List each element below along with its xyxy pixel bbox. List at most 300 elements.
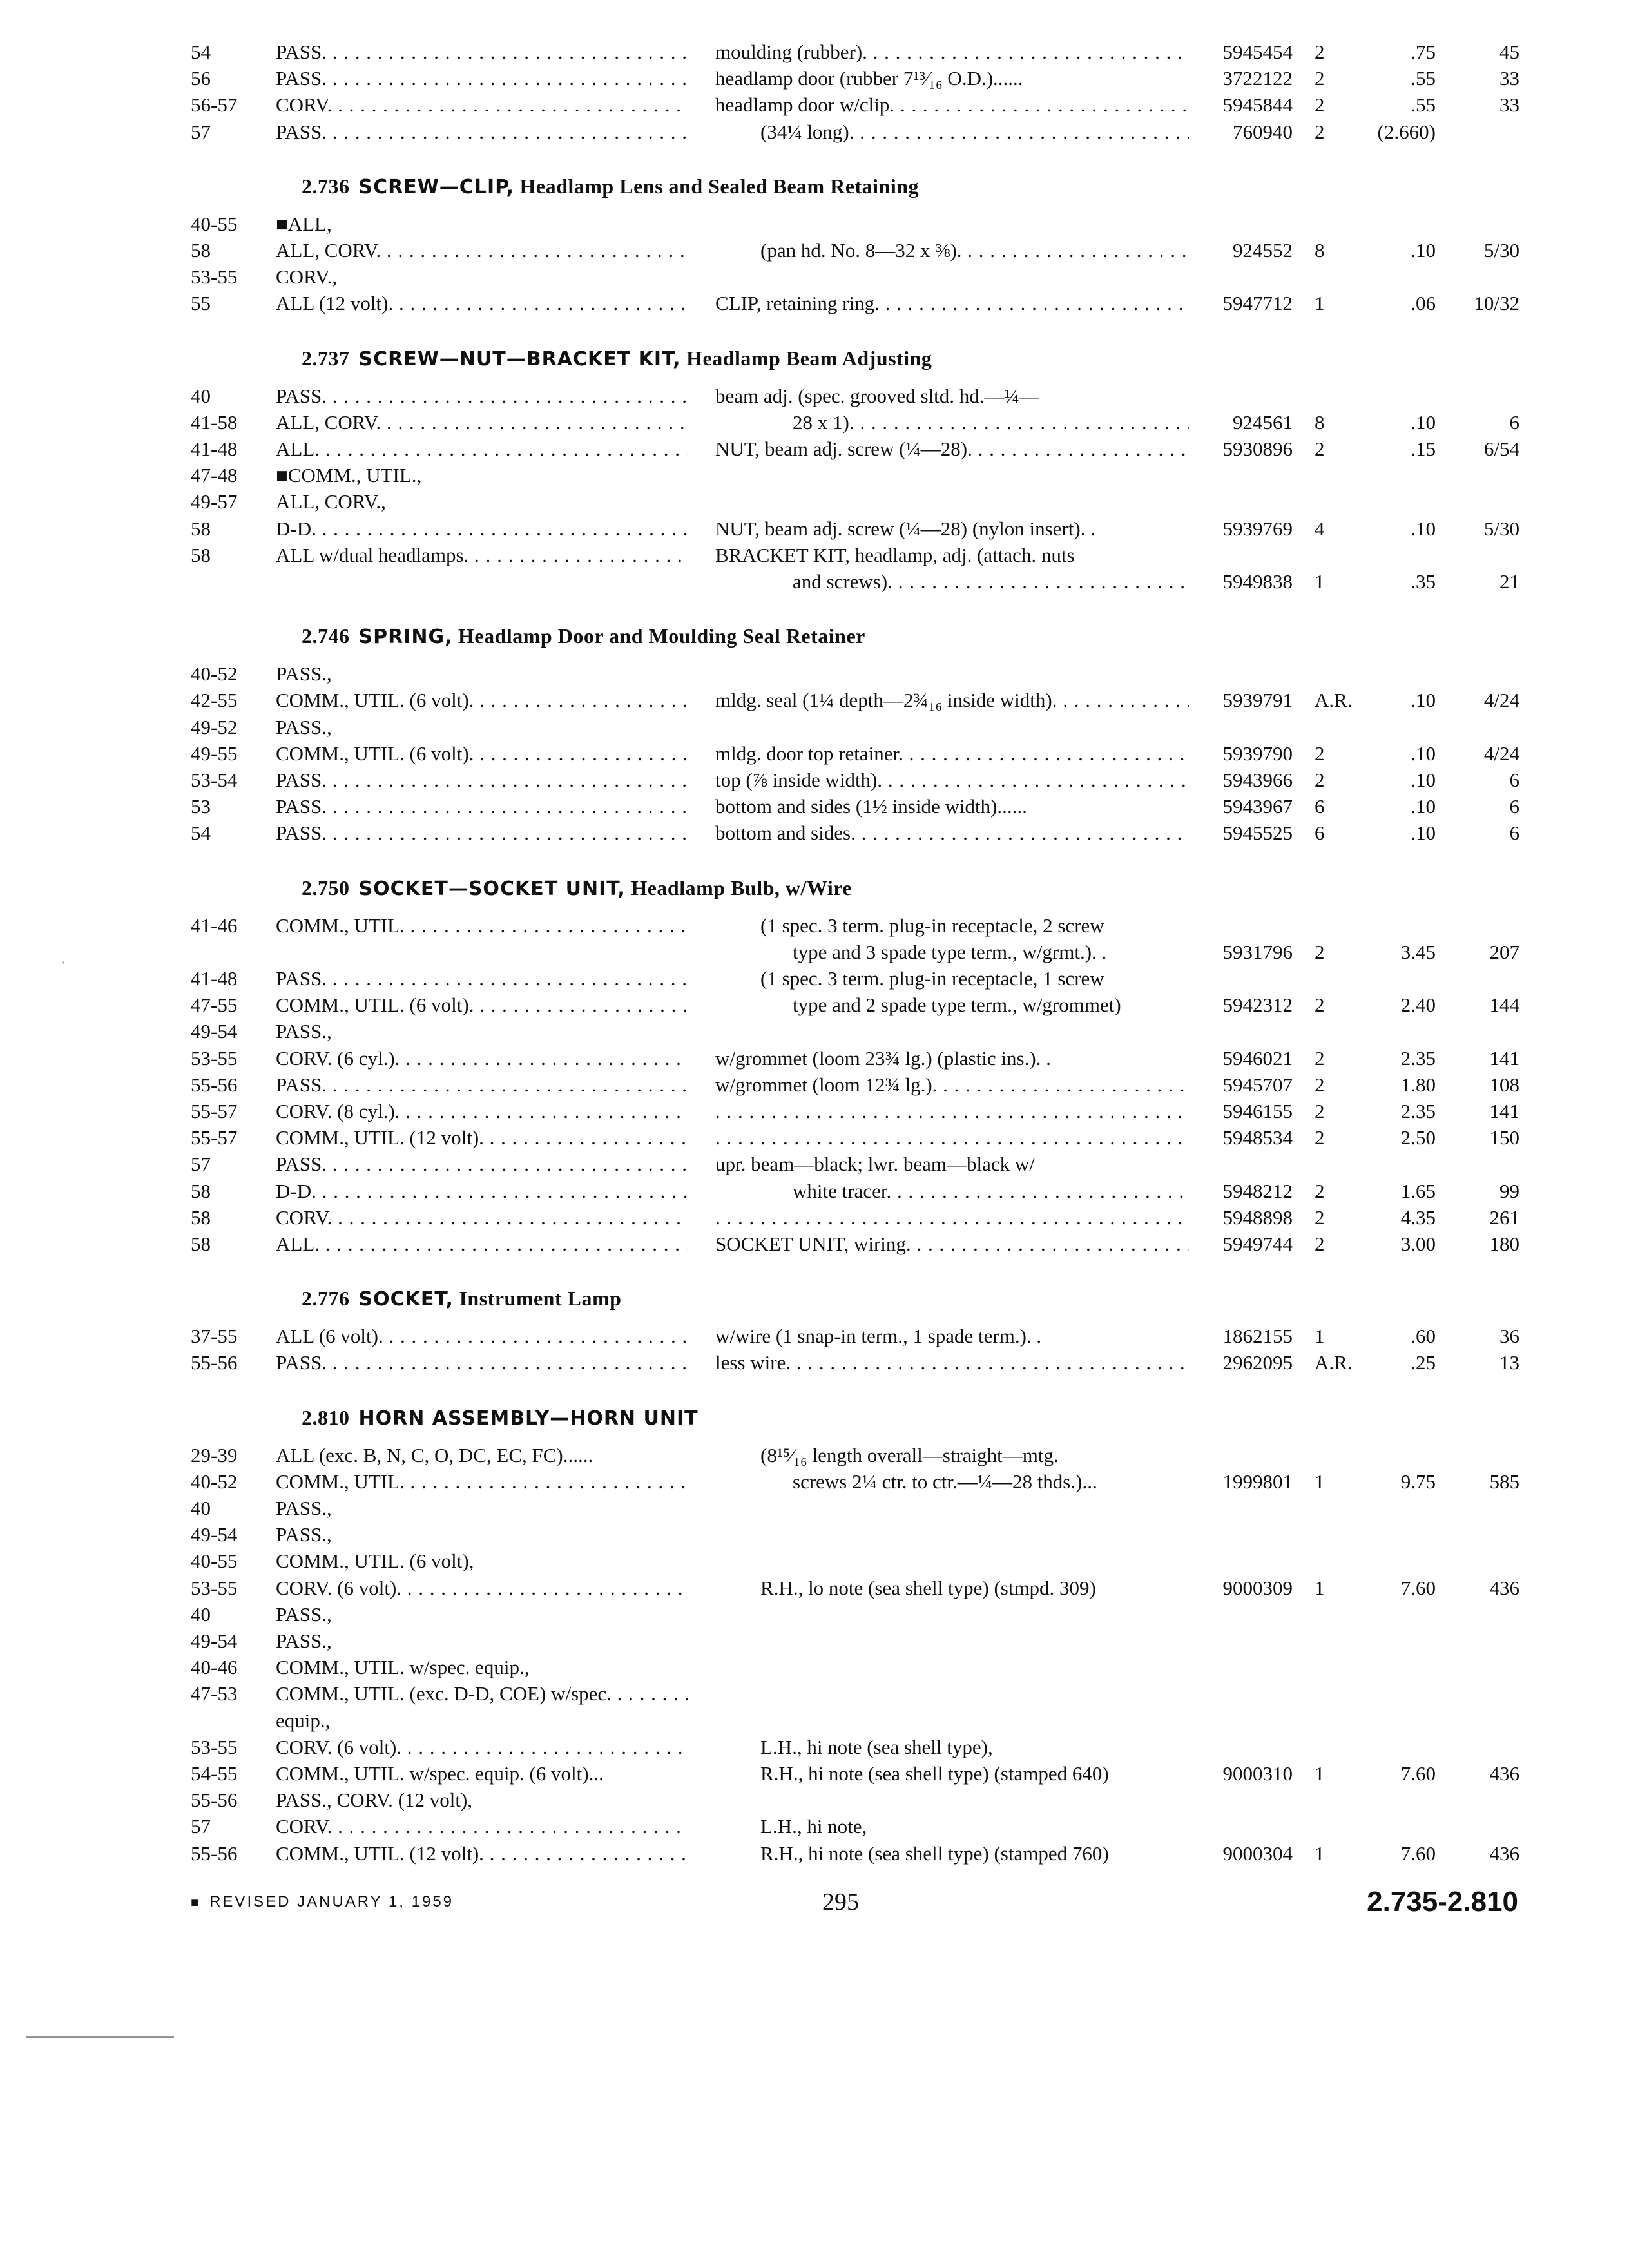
- description-cell: white tracer. . . .: [793, 1178, 1189, 1205]
- price-cell: 2.50: [1400, 1126, 1436, 1149]
- model-years-cell: 53-54: [191, 769, 238, 791]
- part-number-cell: 5939790: [1222, 742, 1293, 765]
- quantity-cell: 2: [1315, 41, 1325, 63]
- quantity-cell: 1: [1315, 1577, 1325, 1599]
- application-cell: ALL. . . .: [276, 1231, 688, 1258]
- part-number-cell: 5931796: [1222, 941, 1293, 963]
- list-price-cell: 33: [1499, 67, 1519, 90]
- list-price-cell: 6: [1509, 411, 1519, 434]
- table-row: [0, 965, 1629, 994]
- section-header: [302, 872, 852, 903]
- model-years-cell: 53: [191, 795, 211, 818]
- quantity-cell: 2: [1315, 742, 1325, 765]
- price-cell: .10: [1411, 742, 1436, 765]
- list-price-cell: 141: [1489, 1047, 1519, 1070]
- table-row: [0, 568, 1629, 597]
- model-years-cell: 40: [191, 1603, 211, 1626]
- price-cell: 2.40: [1400, 994, 1436, 1016]
- table-row: [0, 1468, 1629, 1497]
- model-years-cell: 40-52: [191, 662, 238, 685]
- price-cell: .10: [1411, 795, 1436, 818]
- description-cell: SOCKET UNIT, wiring. . . .: [715, 1231, 1189, 1258]
- table-row: [0, 1045, 1629, 1073]
- table-row: [0, 992, 1629, 1020]
- quantity-cell: 4: [1315, 517, 1325, 540]
- description-cell: top (⅞ inside width). . . .: [715, 767, 1189, 794]
- table-row: [0, 91, 1629, 120]
- part-number-cell: 5942312: [1222, 994, 1293, 1016]
- table-row: [0, 1495, 1629, 1523]
- section-title-part-name: SPRING,: [358, 626, 453, 649]
- part-number-cell: 9000310: [1222, 1762, 1293, 1785]
- part-number-cell: 2962095: [1222, 1351, 1293, 1374]
- model-years-cell: 49-55: [191, 742, 238, 765]
- table-row: [0, 740, 1629, 769]
- description-cell: mldg. seal (1¼ depth—2¾₁₆ inside width). . . .: [715, 687, 1189, 714]
- table-row: [0, 1178, 1629, 1206]
- price-cell: 9.75: [1400, 1470, 1436, 1493]
- section-header: [302, 343, 932, 374]
- model-years-cell: 49-52: [191, 716, 238, 738]
- application-cell: COMM., UTIL. (6 volt). . . .: [276, 740, 688, 767]
- section-title: [359, 347, 932, 370]
- table-row: [0, 264, 1629, 292]
- description-cell: [715, 1124, 1189, 1151]
- model-years-cell: 54: [191, 822, 211, 844]
- table-row: [0, 1680, 1629, 1709]
- application-cell: PASS. . . .: [276, 383, 688, 410]
- model-years-cell: 58: [191, 239, 211, 262]
- list-price-cell: 108: [1489, 1073, 1519, 1096]
- revision-note: [191, 1883, 454, 1921]
- price-cell: 2.35: [1400, 1100, 1436, 1122]
- table-row: [0, 1323, 1629, 1351]
- application-cell: PASS. . . .: [276, 1151, 688, 1178]
- model-years-cell: 53-55: [191, 1047, 238, 1070]
- application-cell: COMM., UTIL. (6 volt). . . .: [276, 687, 688, 714]
- quantity-cell: 2: [1315, 941, 1325, 963]
- section-number: 2.750: [302, 876, 350, 899]
- part-number-cell: 924552: [1233, 239, 1293, 262]
- description-cell: w/grommet (loom 23¾ lg.) (plastic ins.). .: [715, 1047, 1051, 1070]
- list-price-cell: 45: [1499, 41, 1519, 63]
- part-number-cell: 760940: [1233, 120, 1293, 143]
- list-price-cell: 6: [1509, 769, 1519, 791]
- description-cell: (1 spec. 3 term. plug-in receptacle, 2 screw: [760, 914, 1104, 937]
- price-cell: 7.60: [1400, 1762, 1436, 1785]
- price-cell: .55: [1411, 67, 1436, 90]
- table-row: [0, 1601, 1629, 1629]
- table-row: [0, 1654, 1629, 1682]
- table-row: [0, 1840, 1629, 1869]
- price-cell: .10: [1411, 517, 1436, 540]
- application-cell: ALL w/dual headlamps. . . .: [276, 542, 688, 569]
- description-cell: CLIP, retaining ring. . . .: [715, 290, 1189, 317]
- description-cell: moulding (rubber). . . .: [715, 39, 1189, 66]
- model-years-cell: 58: [191, 517, 211, 540]
- table-row: [0, 409, 1629, 437]
- model-years-cell: 58: [191, 1206, 211, 1229]
- part-number-cell: 5946155: [1222, 1100, 1293, 1122]
- quantity-cell: 8: [1315, 411, 1325, 434]
- application-cell: ALL, CORV.,: [276, 490, 386, 513]
- section-title-part-name: HORN ASSEMBLY—HORN UNIT: [358, 1407, 699, 1430]
- application-cell: COMM., UTIL. (6 volt). . . .: [276, 992, 688, 1019]
- quantity-cell: 6: [1315, 795, 1325, 818]
- part-number-cell: 5945525: [1222, 822, 1293, 844]
- price-cell: 2.35: [1400, 1047, 1436, 1070]
- list-price-cell: 36: [1499, 1325, 1519, 1347]
- quantity-cell: 1: [1315, 570, 1325, 593]
- list-price-cell: 99: [1499, 1180, 1519, 1202]
- table-row: [0, 290, 1629, 318]
- table-row: [0, 39, 1629, 67]
- application-cell: PASS. . . .: [276, 39, 688, 66]
- section-title-part-name: SCREW—NUT—BRACKET KIT,: [358, 347, 681, 370]
- description-cell: R.H., hi note (sea shell type) (stamped 760): [760, 1842, 1109, 1865]
- price-cell: 7.60: [1400, 1577, 1436, 1599]
- section-title: [359, 1287, 622, 1310]
- price-cell: .35: [1411, 570, 1436, 593]
- part-number-cell: 5939791: [1222, 689, 1293, 711]
- section-title-description: Instrument Lamp: [453, 1287, 622, 1311]
- page-number: 295: [822, 1888, 859, 1916]
- scan-speck: [62, 961, 64, 964]
- list-price-cell: 5/30: [1483, 517, 1519, 540]
- model-years-cell: 41-48: [191, 437, 238, 460]
- application-cell: D-D. . . .: [276, 515, 688, 543]
- price-cell: 3.45: [1400, 941, 1436, 963]
- description-cell: screws 2¼ ctr. to ctr.—¼—28 thds.)...: [793, 1470, 1097, 1493]
- section-title: [359, 876, 853, 899]
- table-row: [0, 660, 1629, 689]
- table-row: [0, 1349, 1629, 1378]
- application-cell: ■ALL,: [276, 213, 332, 235]
- price-cell: .10: [1411, 689, 1436, 711]
- section-title-part-name: SOCKET,: [358, 1288, 454, 1311]
- quantity-cell: 2: [1315, 1047, 1325, 1070]
- description-cell: w/grommet (loom 12¾ lg.). . . .: [715, 1072, 1189, 1099]
- list-price-cell: 150: [1489, 1126, 1519, 1149]
- quantity-cell: 2: [1315, 67, 1325, 90]
- table-row: [0, 687, 1629, 715]
- section-title-description: Headlamp Bulb, w/Wire: [625, 876, 853, 899]
- table-row: [0, 1575, 1629, 1603]
- application-cell: equip.,: [276, 1709, 331, 1732]
- application-cell: PASS. . . .: [276, 1349, 688, 1376]
- section-title-description: Headlamp Door and Moulding Seal Retainer: [452, 624, 865, 648]
- application-cell: PASS. . . .: [276, 820, 688, 847]
- section-header: [302, 620, 865, 651]
- quantity-cell: 2: [1315, 93, 1325, 116]
- quantity-cell: 2: [1315, 1233, 1325, 1255]
- quantity-cell: 1: [1315, 1470, 1325, 1493]
- description-cell: upr. beam—black; lwr. beam—black w/: [715, 1153, 1035, 1175]
- price-cell: .10: [1411, 411, 1436, 434]
- model-years-cell: 56-57: [191, 93, 238, 116]
- application-cell: ALL (exc. B, N, C, O, DC, EC, FC)......: [276, 1444, 593, 1466]
- section-header: [302, 171, 919, 202]
- table-row: [0, 1231, 1629, 1259]
- description-cell: L.H., hi note,: [760, 1815, 867, 1838]
- part-number-cell: 5939769: [1222, 517, 1293, 540]
- application-cell: COMM., UTIL. (12 volt). . . .: [276, 1124, 688, 1151]
- quantity-cell: 2: [1315, 1073, 1325, 1096]
- list-price-cell: 436: [1489, 1762, 1519, 1785]
- quantity-cell: 1: [1315, 1842, 1325, 1865]
- table-row: [0, 1707, 1629, 1736]
- section-number: 2.810: [302, 1405, 350, 1429]
- description-cell: beam adj. (spec. grooved sltd. hd.—¼—: [715, 385, 1039, 407]
- list-price-cell: 436: [1489, 1842, 1519, 1865]
- section-number: 2.736: [302, 174, 350, 198]
- table-row: [0, 542, 1629, 570]
- table-row: [0, 515, 1629, 544]
- section-title-part-name: SOCKET—SOCKET UNIT,: [358, 877, 626, 900]
- application-cell: PASS.,: [276, 716, 332, 738]
- table-row: [0, 65, 1629, 93]
- quantity-cell: 1: [1315, 1325, 1325, 1347]
- list-price-cell: 6: [1509, 822, 1519, 844]
- price-cell: .25: [1411, 1351, 1436, 1374]
- price-cell: 4.35: [1400, 1206, 1436, 1229]
- application-cell: PASS. . . .: [276, 119, 688, 146]
- model-years-cell: 47-48: [191, 464, 238, 486]
- application-cell: PASS. . . .: [276, 965, 688, 992]
- part-number-cell: 1999801: [1222, 1470, 1293, 1493]
- part-number-cell: 5949838: [1222, 570, 1293, 593]
- model-years-cell: 41-58: [191, 411, 238, 434]
- revision-date: REVISED JANUARY 1, 1959: [209, 1893, 454, 1910]
- list-price-cell: 6/54: [1483, 437, 1519, 460]
- quantity-cell: 2: [1315, 994, 1325, 1016]
- part-number-cell: 5948212: [1222, 1180, 1293, 1202]
- model-years-cell: 40-52: [191, 1470, 238, 1493]
- list-price-cell: 6: [1509, 795, 1519, 818]
- description-cell: 28 x 1). . . .: [793, 409, 1189, 436]
- list-price-cell: 4/24: [1483, 689, 1519, 711]
- list-price-cell: 5/30: [1483, 239, 1519, 262]
- table-row: [0, 1628, 1629, 1656]
- table-row: [0, 793, 1629, 822]
- model-years-cell: 57: [191, 1815, 211, 1838]
- part-number-cell: 9000304: [1222, 1842, 1293, 1865]
- quantity-cell: 1: [1315, 292, 1325, 314]
- model-years-cell: 58: [191, 544, 211, 566]
- quantity-cell: 8: [1315, 239, 1325, 262]
- quantity-cell: 2: [1315, 1180, 1325, 1202]
- application-cell: ALL, CORV. . . .: [276, 409, 688, 436]
- price-cell: .75: [1411, 41, 1436, 63]
- list-price-cell: 4/24: [1483, 742, 1519, 765]
- price-cell: 1.65: [1400, 1180, 1436, 1202]
- part-number-cell: 3722122: [1222, 67, 1293, 90]
- model-years-cell: 47-55: [191, 994, 238, 1016]
- table-row: [0, 912, 1629, 941]
- quantity-cell: A.R.: [1315, 689, 1353, 711]
- application-cell: CORV.,: [276, 265, 338, 288]
- model-years-cell: 57: [191, 120, 211, 143]
- table-row: [0, 1072, 1629, 1100]
- description-cell: bottom and sides (1½ inside width)......: [715, 795, 1027, 818]
- table-row: [0, 1204, 1629, 1233]
- description-cell: less wire. . . .: [715, 1349, 1189, 1376]
- model-years-cell: 41-46: [191, 914, 238, 937]
- price-cell: .10: [1411, 769, 1436, 791]
- description-cell: and screws). . . .: [793, 568, 1189, 595]
- part-number-cell: 924561: [1233, 411, 1293, 434]
- table-row: [0, 1442, 1629, 1470]
- table-row: [0, 488, 1629, 517]
- application-cell: CORV. (6 volt). . . .: [276, 1734, 688, 1761]
- section-title-description: Headlamp Lens and Sealed Beam Retaining: [514, 174, 920, 198]
- model-years-cell: 53-55: [191, 1577, 238, 1599]
- price-cell: .55: [1411, 93, 1436, 116]
- description-cell: [715, 1098, 1189, 1125]
- section-title: [359, 624, 865, 648]
- price-cell: 1.80: [1400, 1073, 1436, 1096]
- description-cell: bottom and sides. . . .: [715, 820, 1189, 847]
- model-years-cell: 40-46: [191, 1656, 238, 1678]
- part-number-cell: 5943967: [1222, 795, 1293, 818]
- quantity-cell: 2: [1315, 437, 1325, 460]
- application-cell: COMM., UTIL. (12 volt). . . .: [276, 1840, 688, 1867]
- application-cell: CORV. . . .: [276, 1204, 688, 1231]
- application-cell: PASS., CORV. (12 volt),: [276, 1789, 473, 1811]
- quantity-cell: 2: [1315, 1100, 1325, 1122]
- description-cell: NUT, beam adj. screw (¼—28). . . .: [715, 436, 1189, 463]
- application-cell: PASS.,: [276, 1497, 332, 1519]
- quantity-cell: 2: [1315, 120, 1325, 143]
- application-cell: COMM., UTIL. (6 volt),: [276, 1550, 474, 1572]
- section-title: [359, 1406, 699, 1429]
- section-number: 2.776: [302, 1287, 350, 1311]
- application-cell: PASS. . . .: [276, 1072, 688, 1099]
- description-cell: (1 spec. 3 term. plug-in receptacle, 1 screw: [760, 967, 1104, 990]
- table-row: [0, 939, 1629, 967]
- table-row: [0, 767, 1629, 795]
- description-cell: mldg. door top retainer. . . .: [715, 740, 1189, 767]
- part-number-cell: 5948534: [1222, 1126, 1293, 1149]
- description-cell: R.H., lo note (sea shell type) (stmpd. 309): [760, 1577, 1096, 1599]
- list-price-cell: 21: [1499, 570, 1519, 593]
- description-cell: (34¼ long). . . .: [760, 119, 1189, 146]
- table-row: [0, 1760, 1629, 1789]
- price-cell: .10: [1411, 239, 1436, 262]
- model-years-cell: 53-55: [191, 265, 238, 288]
- description-cell: type and 3 spade type term., w/grmt.). .: [793, 941, 1107, 963]
- application-cell: PASS. . . .: [276, 65, 688, 92]
- application-cell: CORV. . . .: [276, 91, 688, 119]
- table-row: [0, 1787, 1629, 1815]
- model-years-cell: 55-56: [191, 1842, 238, 1865]
- application-cell: ■COMM., UTIL.,: [276, 464, 422, 486]
- model-years-cell: 55-57: [191, 1126, 238, 1149]
- table-row: [0, 1734, 1629, 1762]
- model-years-cell: 55: [191, 292, 211, 314]
- part-number-cell: 1862155: [1222, 1325, 1293, 1347]
- model-years-cell: 41-48: [191, 967, 238, 990]
- part-number-cell: 5947712: [1222, 292, 1293, 314]
- application-cell: PASS.,: [276, 1629, 332, 1652]
- description-cell: L.H., hi note (sea shell type),: [760, 1736, 993, 1758]
- list-price-cell: 141: [1489, 1100, 1519, 1122]
- section-number: 2.737: [302, 346, 350, 370]
- application-cell: ALL (12 volt). . . .: [276, 290, 688, 317]
- table-row: [0, 1521, 1629, 1550]
- model-years-cell: 37-55: [191, 1325, 238, 1347]
- scan-artifact-line: [26, 2036, 174, 2038]
- application-cell: COMM., UTIL. w/spec. equip.,: [276, 1656, 530, 1678]
- application-cell: PASS.,: [276, 1603, 332, 1626]
- application-cell: PASS. . . .: [276, 767, 688, 794]
- quantity-cell: 6: [1315, 822, 1325, 844]
- application-cell: COMM., UTIL. . . .: [276, 1468, 688, 1495]
- revised-marker-icon: ■: [191, 1896, 201, 1910]
- description-cell: headlamp door w/clip. . . .: [715, 91, 1189, 119]
- part-number-cell: 5945454: [1222, 41, 1293, 63]
- price-cell: 3.00: [1400, 1233, 1436, 1255]
- description-cell: w/wire (1 snap-in term., 1 spade term.). .: [715, 1325, 1042, 1347]
- model-years-cell: 54: [191, 41, 211, 63]
- table-row: [0, 383, 1629, 411]
- table-row: [0, 1124, 1629, 1153]
- part-number-cell: 5948898: [1222, 1206, 1293, 1229]
- quantity-cell: 1: [1315, 1762, 1325, 1785]
- table-row: [0, 1548, 1629, 1576]
- model-years-cell: 47-53: [191, 1682, 238, 1705]
- list-price-cell: 144: [1489, 994, 1519, 1016]
- model-years-cell: 42-55: [191, 689, 238, 711]
- part-number-cell: 9000309: [1222, 1577, 1293, 1599]
- model-years-cell: 40-55: [191, 213, 238, 235]
- model-years-cell: 49-57: [191, 490, 238, 513]
- list-price-cell: 33: [1499, 93, 1519, 116]
- application-cell: COMM., UTIL. w/spec. equip. (6 volt)...: [276, 1762, 604, 1785]
- model-years-cell: 53-55: [191, 1736, 238, 1758]
- part-number-cell: 5930896: [1222, 437, 1293, 460]
- application-cell: COMM., UTIL. . . .: [276, 912, 688, 939]
- list-price-cell: 10/32: [1474, 292, 1519, 314]
- application-cell: D-D. . . .: [276, 1178, 688, 1205]
- application-cell: CORV. (6 cyl.). . . .: [276, 1045, 688, 1072]
- application-cell: ALL, CORV. . . .: [276, 237, 688, 264]
- table-row: [0, 714, 1629, 742]
- model-years-cell: 49-54: [191, 1629, 238, 1652]
- price-cell: (2.660): [1377, 120, 1436, 143]
- list-price-cell: 13: [1499, 1351, 1519, 1374]
- section-header: [302, 1402, 699, 1433]
- application-cell: PASS.,: [276, 1020, 332, 1043]
- application-cell: CORV. . . .: [276, 1813, 688, 1840]
- description-cell: NUT, beam adj. screw (¼—28) (nylon insert). .: [715, 517, 1095, 540]
- model-years-cell: 49-54: [191, 1020, 238, 1043]
- table-row: [0, 820, 1629, 848]
- description-cell: headlamp door (rubber 7¹³⁄₁₆ O.D.)......: [715, 67, 1023, 90]
- application-cell: PASS. . . .: [276, 793, 688, 820]
- table-row: [0, 1018, 1629, 1046]
- part-number-cell: 5945844: [1222, 93, 1293, 116]
- application-cell: CORV. (6 volt). . . .: [276, 1575, 688, 1602]
- model-years-cell: 40: [191, 1497, 211, 1519]
- application-cell: PASS.,: [276, 662, 332, 685]
- price-cell: 7.60: [1400, 1842, 1436, 1865]
- model-years-cell: 57: [191, 1153, 211, 1175]
- table-row: [0, 1098, 1629, 1126]
- table-row: [0, 436, 1629, 464]
- list-price-cell: 436: [1489, 1577, 1519, 1599]
- description-cell: (pan hd. No. 8—32 x ⅜). . . .: [760, 237, 1189, 264]
